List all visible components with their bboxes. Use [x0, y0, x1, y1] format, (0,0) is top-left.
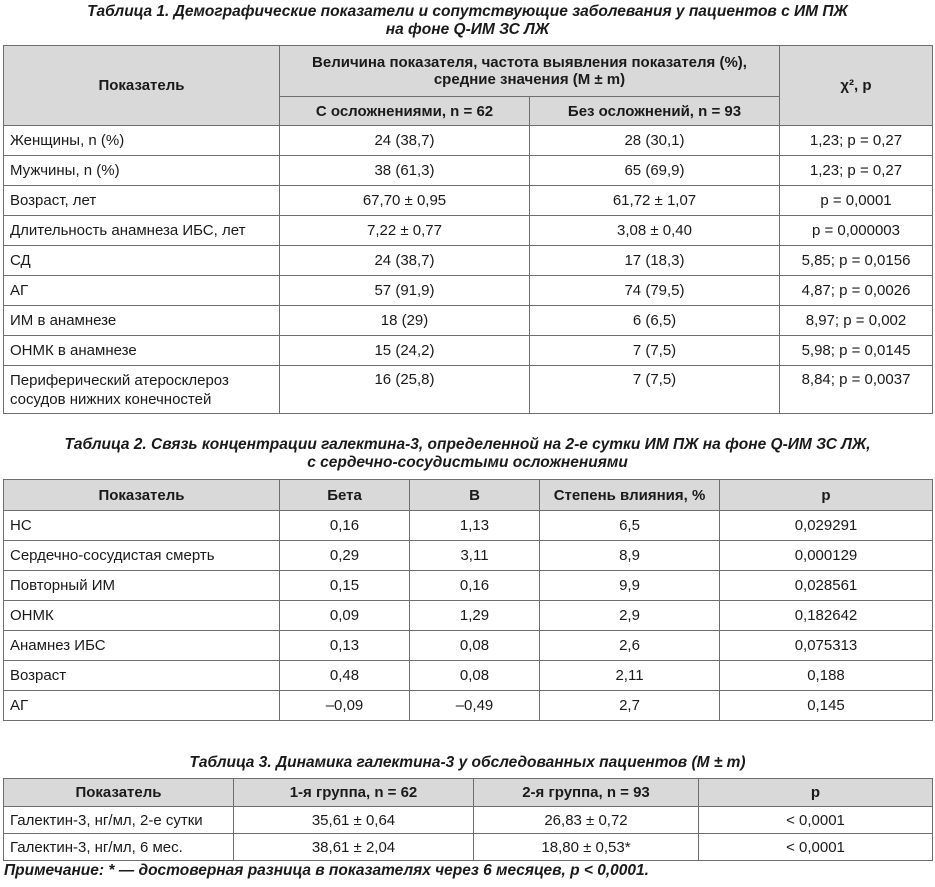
cell: 8,97; p = 0,002	[780, 306, 933, 336]
table3-caption: Таблица 3. Динамика галектина-3 у обследованных пациентов (M ± m)	[189, 754, 746, 771]
cell: 7 (7,5)	[530, 366, 780, 414]
cell: 74 (79,5)	[530, 276, 780, 306]
cell: 6,5	[540, 511, 720, 541]
table3-header-p: p	[699, 779, 933, 807]
table1-header-col2: Без осложнений, n = 93	[530, 97, 780, 126]
table1-header-group: Величина показателя, частота выявления показателя (%), средние значения (M ± m)	[280, 46, 780, 97]
cell: 0,188	[720, 661, 933, 691]
table3-header-group2: 2-я группа, n = 93	[474, 779, 699, 807]
table2-header-p: p	[720, 480, 933, 511]
row-label: Возраст, лет	[4, 186, 280, 216]
cell: 38,61 ± 2,04	[234, 834, 474, 861]
row-label: ОНМК	[4, 601, 280, 631]
row-label: Мужчины, n (%)	[4, 156, 280, 186]
cell: 0,08	[410, 631, 540, 661]
cell: 1,23; p = 0,27	[780, 156, 933, 186]
cell: 65 (69,9)	[530, 156, 780, 186]
table-row	[4, 306, 933, 336]
row-label: СД	[4, 246, 280, 276]
cell: 1,13	[410, 511, 540, 541]
cell: p = 0,000003	[780, 216, 933, 246]
table1-caption	[0, 3, 935, 39]
table2-header-beta: Бета	[280, 480, 410, 511]
table2-header-influence: Степень влияния, %	[540, 480, 720, 511]
cell: 3,11	[410, 541, 540, 571]
cell: 3,08 ± 0,40	[530, 216, 780, 246]
table1-header-chi: χ², р	[780, 46, 933, 126]
cell: 5,85; p = 0,0156	[780, 246, 933, 276]
row-label: Повторный ИМ	[4, 571, 280, 601]
cell: 38 (61,3)	[280, 156, 530, 186]
cell: 0,13	[280, 631, 410, 661]
cell: 61,72 ± 1,07	[530, 186, 780, 216]
cell: 9,9	[540, 571, 720, 601]
cell: < 0,0001	[699, 834, 933, 861]
cell: 24 (38,7)	[280, 246, 530, 276]
cell: 28 (30,1)	[530, 126, 780, 156]
table-row	[4, 571, 933, 601]
cell: 7,22 ± 0,77	[280, 216, 530, 246]
row-label: АГ	[4, 276, 280, 306]
cell: 67,70 ± 0,95	[280, 186, 530, 216]
cell: 1,23; p = 0,27	[780, 126, 933, 156]
table-row	[4, 834, 933, 861]
cell: 0,145	[720, 691, 933, 721]
cell: 0,000129	[720, 541, 933, 571]
table1	[3, 45, 933, 414]
row-label: Длительность анамнеза ИБС, лет	[4, 216, 280, 246]
row-label: Галектин-3, нг/мл, 6 мес.	[4, 834, 234, 861]
table2-header-indicator: Показатель	[4, 480, 280, 511]
row-label: ОНМК в анамнезе	[4, 336, 280, 366]
cell: 6 (6,5)	[530, 306, 780, 336]
table-row	[4, 246, 933, 276]
table-row	[4, 276, 933, 306]
cell: 0,182642	[720, 601, 933, 631]
table3-header-indicator: Показатель	[4, 779, 234, 807]
table-row	[4, 186, 933, 216]
row-label: АГ	[4, 691, 280, 721]
table-row	[4, 156, 933, 186]
row-label: НС	[4, 511, 280, 541]
cell: 2,9	[540, 601, 720, 631]
table-row	[4, 631, 933, 661]
cell: 5,98; p = 0,0145	[780, 336, 933, 366]
row-label: Возраст	[4, 661, 280, 691]
table-row	[4, 126, 933, 156]
cell: 0,48	[280, 661, 410, 691]
row-label: Анамнез ИБС	[4, 631, 280, 661]
table3-header-group1: 1-я группа, n = 62	[234, 779, 474, 807]
cell: < 0,0001	[699, 807, 933, 834]
cell: 17 (18,3)	[530, 246, 780, 276]
cell: 0,16	[410, 571, 540, 601]
cell: 8,84; p = 0,0037	[780, 366, 933, 414]
row-label: Галектин-3, нг/мл, 2-е сутки	[4, 807, 234, 834]
table2-caption	[0, 436, 935, 472]
cell: p = 0,0001	[780, 186, 933, 216]
row-label: Сердечно-сосудистая смерть	[4, 541, 280, 571]
table-row	[4, 661, 933, 691]
table3	[3, 778, 933, 861]
table1-header-indicator: Показатель	[4, 46, 280, 126]
cell: 2,6	[540, 631, 720, 661]
cell: 1,29	[410, 601, 540, 631]
row-label: ИМ в анамнезе	[4, 306, 280, 336]
table1-header-col1: С осложнениями, n = 62	[280, 97, 530, 126]
table-row	[4, 216, 933, 246]
table-row	[4, 336, 933, 366]
cell: 16 (25,8)	[280, 366, 530, 414]
row-label: Женщины, n (%)	[4, 126, 280, 156]
cell: 7 (7,5)	[530, 336, 780, 366]
cell: 18 (29)	[280, 306, 530, 336]
table-row	[4, 691, 933, 721]
table2	[3, 479, 933, 721]
cell: 35,61 ± 0,64	[234, 807, 474, 834]
cell: 24 (38,7)	[280, 126, 530, 156]
table-row	[4, 366, 933, 414]
table2-header-b: B	[410, 480, 540, 511]
cell: 18,80 ± 0,53*	[474, 834, 699, 861]
table2-caption-line1: Таблица 2. Связь концентрации галектина-3, определенной на 2-е сутки ИМ ПЖ на фоне Q-ИМ ЗС ЛЖ,	[64, 436, 871, 453]
cell: 0,09	[280, 601, 410, 631]
cell: 0,075313	[720, 631, 933, 661]
table2-caption-line2: с сердечно-сосудистыми осложнениями	[307, 454, 628, 471]
cell: 2,7	[540, 691, 720, 721]
cell: 0,028561	[720, 571, 933, 601]
cell: 57 (91,9)	[280, 276, 530, 306]
cell: 15 (24,2)	[280, 336, 530, 366]
cell: 0,16	[280, 511, 410, 541]
cell: 2,11	[540, 661, 720, 691]
footnote: Примечание: * — достоверная разница в показателях через 6 месяцев, р < 0,0001.	[4, 862, 649, 879]
cell: 4,87; p = 0,0026	[780, 276, 933, 306]
cell: –0,09	[280, 691, 410, 721]
table-row	[4, 601, 933, 631]
table1-caption-line2: на фоне Q-ИМ ЗС ЛЖ	[385, 21, 550, 38]
cell: 0,029291	[720, 511, 933, 541]
cell: 8,9	[540, 541, 720, 571]
cell: 0,15	[280, 571, 410, 601]
table-row	[4, 541, 933, 571]
cell: 26,83 ± 0,72	[474, 807, 699, 834]
cell: 0,08	[410, 661, 540, 691]
cell: –0,49	[410, 691, 540, 721]
table1-caption-line1: Таблица 1. Демографические показатели и сопутствующие заболевания у пациентов с ИМ ПЖ	[87, 3, 848, 20]
table-row	[4, 807, 933, 834]
cell: 0,29	[280, 541, 410, 571]
table-row	[4, 511, 933, 541]
row-label: Периферический атеросклероз сосудов нижних конечностей	[4, 366, 280, 414]
